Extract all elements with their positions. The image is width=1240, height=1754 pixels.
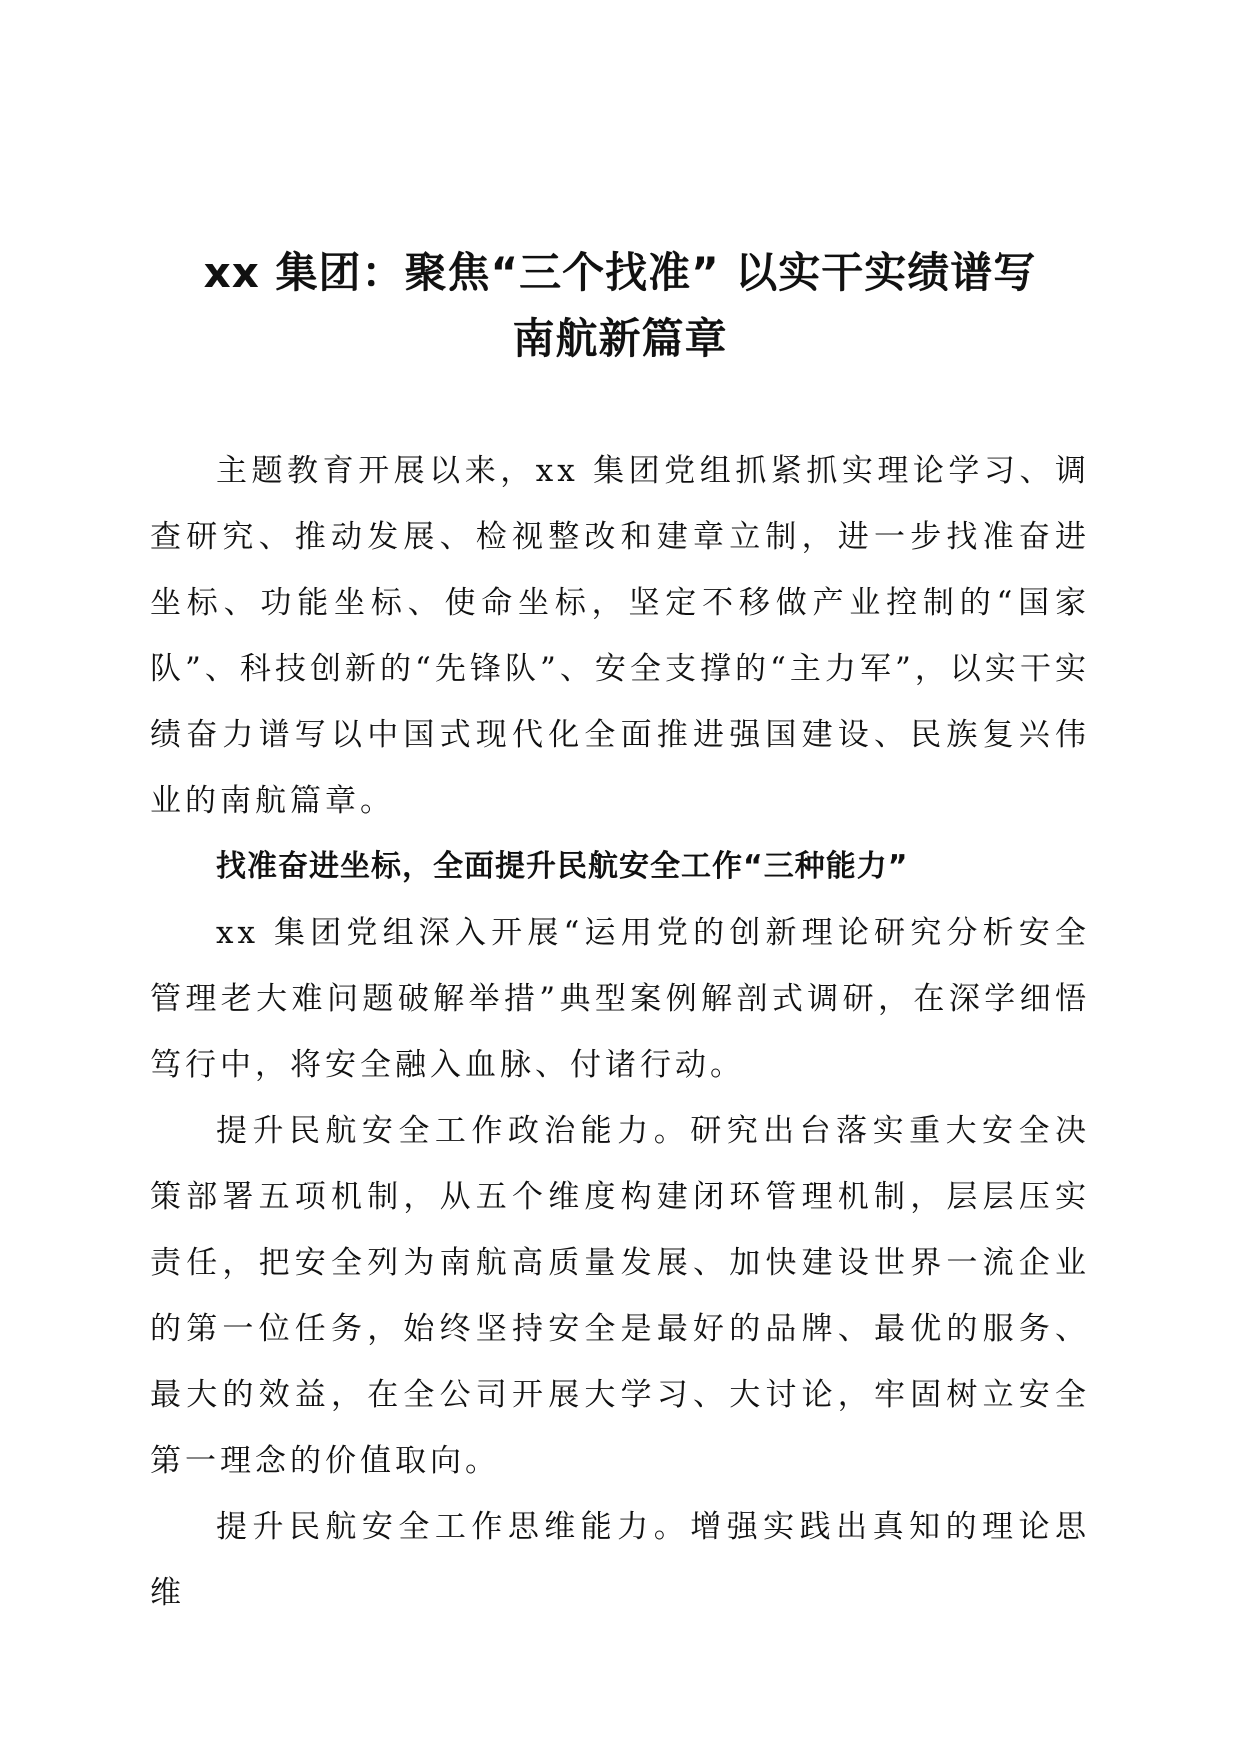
- document-title: [150, 240, 1090, 372]
- title-line-1: xx 集团：聚焦“三个找准” 以实干实绩谱写: [203, 248, 1037, 297]
- paragraph-political-ability: 提升民航安全工作政治能力。研究出台落实重大安全决策部署五项机制，从五个维度构建闭环管理机制，层层压实责任，把安全列为南航高质量发展、加快建设世界一流企业的第一位任务，始终坚持安全是最好的品牌、最优的服务、最大的效益，在全公司开展大学习、大讨论，牢固树立安全第一理念的价值取向。: [150, 1113, 1090, 1479]
- document-body: [150, 438, 1090, 1626]
- paragraph-research: xx 集团党组深入开展“运用党的创新理论研究分析安全管理老大难问题破解举措”典型案例解剖式调研，在深学细悟笃行中，将安全融入血脉、付诸行动。: [150, 915, 1090, 1083]
- paragraph-thinking-ability: 提升民航安全工作思维能力。增强实践出真知的理论思维: [150, 1509, 1090, 1611]
- paragraph-intro: 主题教育开展以来，xx 集团党组抓紧抓实理论学习、调查研究、推动发展、检视整改和建章立制，进一步找准奋进坐标、功能坐标、使命坐标，坚定不移做产业控制的“国家队”、科技创新的“先锋队”、安全支撑的“主力军”，以实干实绩奋力谱写以中国式现代化全面推进强国建设、民族复兴伟业的南航篇章。: [150, 453, 1090, 819]
- title-line-2: 南航新篇章: [512, 314, 728, 363]
- section-heading: 找准奋进坐标，全面提升民航安全工作“三种能力”: [216, 849, 909, 884]
